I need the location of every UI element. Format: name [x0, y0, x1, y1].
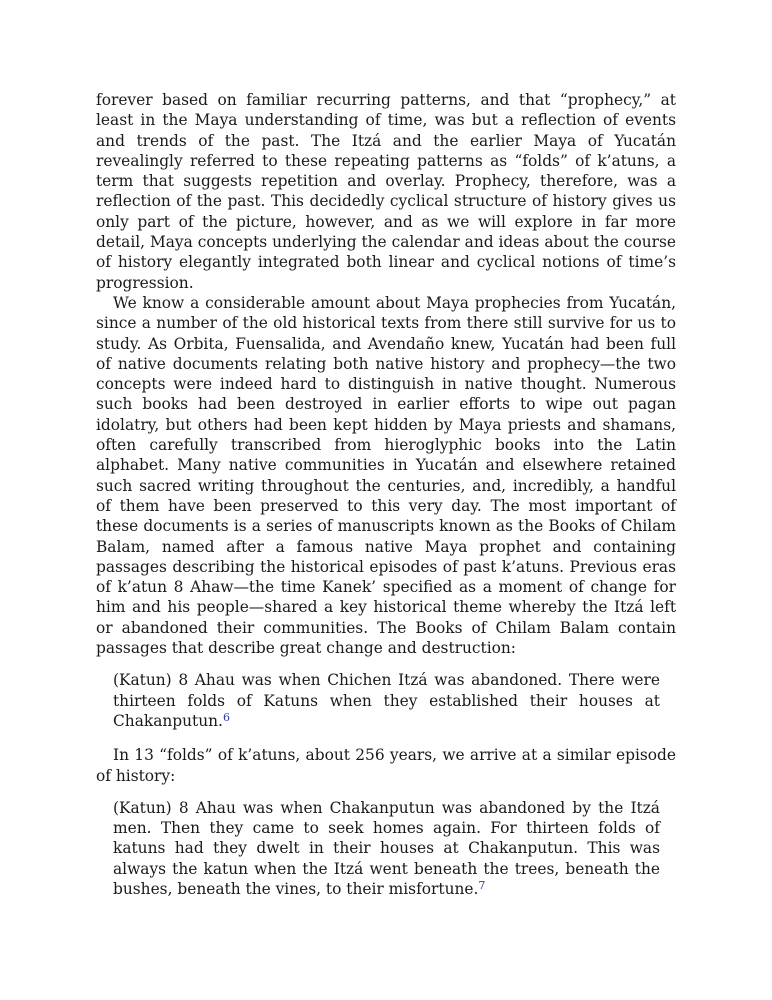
quote-text: (Katun) 8 Ahau was when Chakanputun was abandoned by the Itzá men. Then they came to seek homes again. For thirteen folds of katuns had they dwelt in their houses at Chakanputun. This was always the katun when the Itzá went beneath the trees, beneath the bushes, beneath the vines, to their misfortune.	[113, 798, 660, 898]
block-quote-chichen-itza	[113, 670, 660, 731]
paragraph-thirteen-folds	[96, 745, 676, 786]
paragraph-text: We know a considerable amount about Maya prophecies from Yucatán, since a number of the old historical texts from there still survive for us to study. As Orbita, Fuensalida, and Avendaño knew, Yucatán had been full of native documents relating both native history and prophecy—the two concepts were indeed hard to distinguish in native thought. Numerous such books had been destroyed in earlier efforts to wipe out pagan idolatry, but others had been kept hidden by Maya priests and shamans, often carefully transcribed from hieroglyphic books into the Latin alphabet. Many native communities in Yucatán and elsewhere retained such sacred writing throughout the centuries, and, incredibly, a handful of them have been preserved to this very day. The most important of these documents is a series of manuscripts known as the Books of Chilam Balam, named after a famous native Maya prophet and containing passages describing the historical episodes of past k’atuns. Previous eras of k’atun 8 Ahaw—the time Kanek’ specified as a moment of change for him and his people—shared a key historical theme whereby the Itzá left or abandoned their communities. The Books of Chilam Balam contain passages that describe great change and destruction:	[96, 293, 676, 658]
quote-text: (Katun) 8 Ahau was when Chichen Itzá was abandoned. There were thirteen folds of Katuns when they established their houses at Chakanputun.	[113, 671, 660, 730]
paragraph-cyclical-history	[96, 90, 676, 293]
footnote-reference-7[interactable]: 7	[478, 878, 486, 892]
block-quote-chakanputun	[113, 798, 660, 899]
paragraph-yucatan-prophecies	[96, 293, 676, 658]
page-body	[96, 90, 676, 899]
paragraph-text: In 13 “folds” of k’atuns, about 256 years, we arrive at a similar episode of history:	[96, 746, 676, 785]
paragraph-text: forever based on familiar recurring patterns, and that “prophecy,” at least in the Maya understanding of time, was but a reflection of events and trends of the past. The Itzá and the earlier Maya of Yucatán revealingly referred to these repeating patterns as “folds” of k’atuns, a term that suggests repetition and overlay. Prophecy, therefore, was a reflection of the past. This decidedly cyclical structure of history gives us only part of the picture, however, and as we will explore in far more detail, Maya concepts underlying the calendar and ideas about the course of history elegantly integrated both linear and cyclical notions of time’s progression.	[96, 91, 676, 292]
footnote-reference-6[interactable]: 6	[222, 710, 230, 724]
